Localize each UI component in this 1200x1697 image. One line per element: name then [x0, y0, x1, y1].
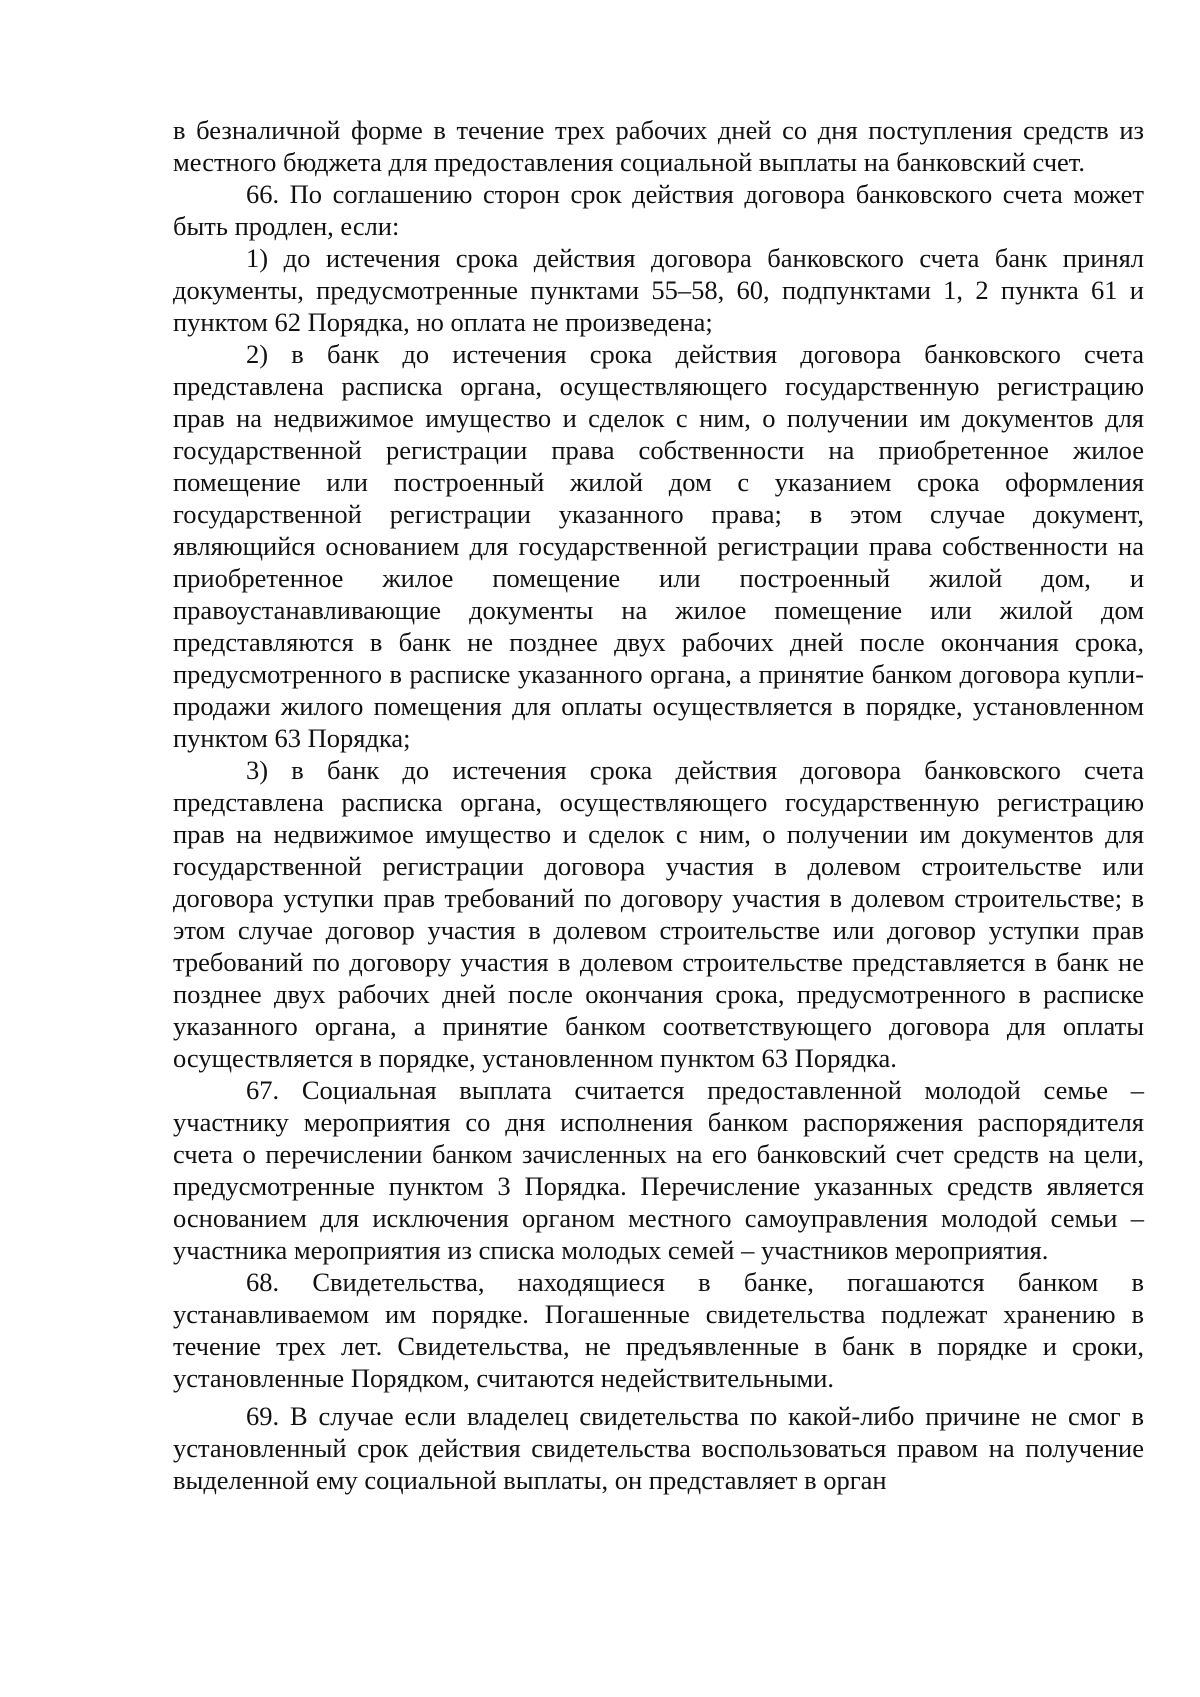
document-body — [173, 114, 1144, 1496]
paragraph-66-item-3: 3) в банк до истечения срока действия договора банковского счета представлена расписка органа, осуществляющего государственную регистрацию прав на недвижимое имущество и сделок с ним, о получении им документов для государственной регистрации договора участия в долевом строительстве или договора уступки прав требований по договору участия в долевом строительстве; в этом случае договор участия в долевом строительстве или договор уступки прав требований по договору участия в долевом строительстве представляется в банк не позднее двух рабочих дней после окончания срока, предусмотренного в расписке указанного органа, а принятие банком соответствующего договора для оплаты осуществляется в порядке, установленном пунктом 63 Порядка. — [173, 755, 1144, 1073]
paragraph-66-item-1: 1) до истечения срока действия договора банковского счета банк принял документы, предусмотренные пунктами 55–58, 60, подпунктами 1, 2 пункта 61 и пунктом 62 Порядка, но оплата не произведена; — [173, 243, 1144, 337]
paragraph-66: 66. По соглашению сторон срок действия договора банковского счета может быть продлен, если: — [173, 179, 1144, 241]
paragraph-66-item-2: 2) в банк до истечения срока действия договора банковского счета представлена расписка органа, осуществляющего государственную регистрацию прав на недвижимое имущество и сделок с ним, о получении им документов для государственной регистрации права собственности на приобретенное жилое помещение или построенный жилой дом с указанием срока оформления государственной регистрации указанного права; в этом случае документ, являющийся основанием для государственной регистрации права собственности на приобретенное жилое помещение или построенный жилой дом, и правоустанавливающие документы на жилое помещение или жилой дом представляются в банк не позднее двух рабочих дней после окончания срока, предусмотренного в расписке указанного органа, а принятие банком договора купли-продажи жилого помещения для оплаты осуществляется в порядке, установленном пунктом 63 Порядка; — [173, 339, 1144, 753]
paragraph-continuation: в безналичной форме в течение трех рабочих дней со дня поступления средств из местного бюджета для предоставления социальной выплаты на банковский счет. — [173, 115, 1144, 177]
paragraph-68: 68. Свидетельства, находящиеся в банке, погашаются банком в устанавливаемом им порядке. Погашенные свидетельства подлежат хранению в течение трех лет. Свидетельства, не предъявленные в банк в порядке и сроки, установленные Порядком, считаются недействительными. — [173, 1267, 1144, 1393]
paragraph-69: 69. В случае если владелец свидетельства по какой-либо причине не смог в установленный срок действия свидетельства воспользоваться правом на получение выделенной ему социальной выплаты, он представляет в орган — [173, 1401, 1144, 1495]
paragraph-67: 67. Социальная выплата считается предоставленной молодой семье – участнику мероприятия со дня исполнения банком распоряжения распорядителя счета о перечислении банком зачисленных на его банковский счет средств на цели, предусмотренные пунктом 3 Порядка. Перечисление указанных средств является основанием для исключения органом местного самоуправления молодой семьи – участника мероприятия из списка молодых семей – участников мероприятия. — [173, 1075, 1144, 1265]
